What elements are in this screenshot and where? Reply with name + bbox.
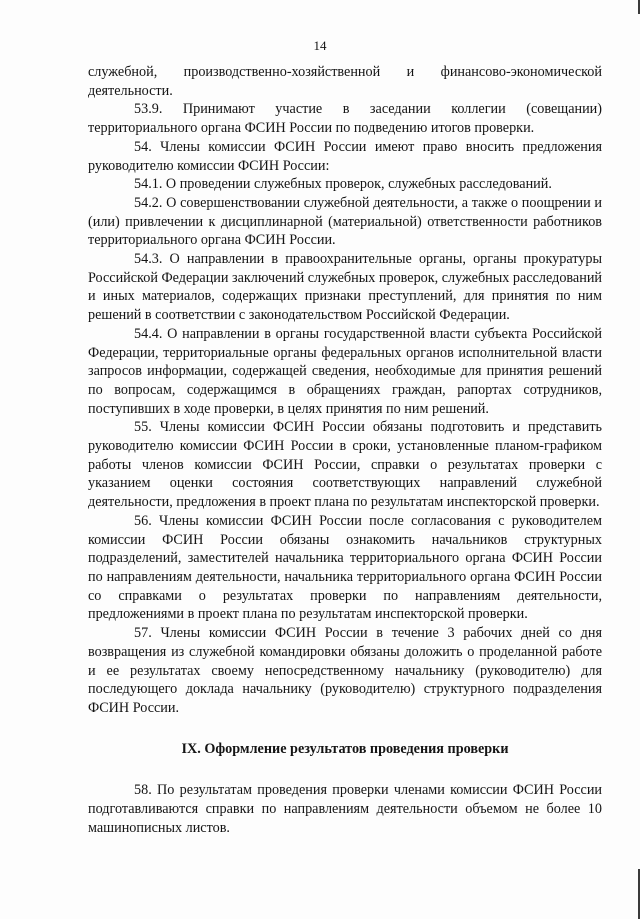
paragraph-55: 55. Члены комиссии ФСИН России обязаны подготовить и представить руководителю комиссии ФСИН России в сроки, установленные планом-графиком работы членов комиссии ФСИН России, справки о результатах проверки с указанием оценки состояния соответствующих направлений служебной деятельности, предложения в проект плана по результатам инспекторской проверки. bbox=[88, 419, 602, 511]
paragraph-57: 57. Члены комиссии ФСИН России в течение 3 рабочих дней со дня возвращения из служебной командировки обязаны доложить о проделанной работе и ее результатах своему непосредственному начальнику (руководителю) для последующего доклада начальнику (руководителю) структурного подразделения ФСИН России. bbox=[88, 625, 602, 716]
paragraph-54: 54. Члены комиссии ФСИН России имеют право вносить предложения руководителю комиссии ФСИН России: bbox=[88, 138, 602, 174]
paragraph-54-3: 54.3. О направлении в правоохранительные органы, органы прокуратуры Российской Федерации заключений служебных проверок, служебных расследований и иных материалов, содержащих признаки преступлений, для принятия по ним решений в соответствии с законодательством Российской Федерации. bbox=[88, 251, 603, 324]
paragraph-53-9: 53.9. Принимают участие в заседании коллегии (совещании) территориального органа ФСИН России по подведению итогов проверки. bbox=[88, 101, 602, 137]
paragraph-54-1: 54.1. О проведении служебных проверок, служебных расследований. bbox=[134, 176, 552, 193]
page-number: 14 bbox=[313, 38, 327, 53]
document-body bbox=[88, 63, 602, 837]
paragraph-continuation: служебной, производственно-хозяйственной и финансово-экономической деятельности. bbox=[88, 64, 602, 99]
paragraph-54-4: 54.4. О направлении в органы государственной власти субъекта Российской Федерации, территориальные органы федеральных органов исполнительной власти запросов информации, содержащей сведения, необходимые для принятия решений по вопросам, содержащимся в обращениях граждан, рапортах сотрудников, поступивших в ходе проверки, в целях принятия по ним решений. bbox=[88, 325, 602, 417]
paragraph-56: 56. Члены комиссии ФСИН России после согласования с руководителем комиссии ФСИН России обязаны ознакомить начальников структурных подразделений, заместителей начальника территориального органа ФСИН России по направлениям деятельности, начальника территориального органа ФСИН России со справками о результатах проверки по направлениям деятельности, предложениями в проект плана по результатам инспекторской проверки. bbox=[88, 512, 602, 623]
paragraph-54-2: 54.2. О совершенствовании служебной деятельности, а также о поощрении и (или) привлечении к дисциплинарной (материальной) ответственности работников территориального органа ФСИН России. bbox=[88, 194, 602, 249]
section-heading: IX. Оформление результатов проведения проверки bbox=[181, 740, 509, 757]
paragraph-58: 58. По результатам проведения проверки членами комиссии ФСИН России подготавливаются справки по направлениям деятельности объемом не более 10 машинописных листов. bbox=[88, 782, 602, 836]
